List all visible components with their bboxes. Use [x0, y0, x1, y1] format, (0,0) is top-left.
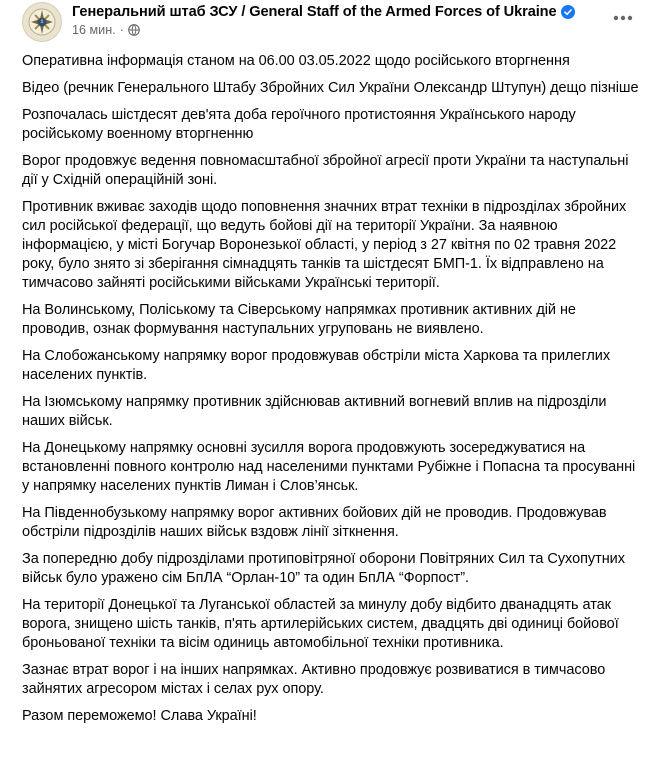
post-meta — [72, 23, 575, 37]
post-paragraph: За попередню добу підрозділами протиповітряної оборони Повітряних Сил та Сухопутних військ було уражено сім БпЛА “Орлан-10” та один БпЛА “Форпост”. — [22, 551, 625, 586]
meta-separator: · — [119, 23, 124, 37]
post-paragraph: Відео (речник Генерального Штабу Збройних Сил України Олександр Штупун) дещо пізніше — [22, 80, 639, 96]
post-paragraph: Ворог продовжує ведення повномасштабної збройної агресії проти України та наступальні дії у Східній операційній зоні. — [22, 153, 629, 188]
post-paragraph: Зазнає втрат ворог і на інших напрямках. Активно продовжує розвиватися в тимчасово зайнятих агресором містах і селах рух опору. — [22, 662, 606, 697]
verified-badge-icon — [561, 5, 575, 19]
globe-icon[interactable] — [128, 24, 140, 36]
post-paragraph: Противник вживає заходів щодо поповнення значних втрат техніки в підрозділах збройних сил російської федерації, що ведуть бойові дії на території України. За наявною інформацією, у місті Богучар Воронезької області, у період з 27 квітня по 02 травня 2022 року, було знято зі зберігання сімнадцять танків та шістдесят БМП-1. Їх відправлено на тимчасово зайняті російськими військами Українські території. — [22, 199, 627, 291]
post-paragraph: На території Донецької та Луганської областей за минулу добу відбито дванадцять атак ворога, знищено шість танків, п'ять артилерійських систем, двадцять дві одиниці бойової броньованої техніки та вісім одиниць автомобільної техніки противника. — [22, 597, 619, 651]
more-options-icon[interactable] — [609, 8, 637, 28]
author-line — [72, 4, 575, 20]
post-paragraph: На Донецькому напрямку основні зусилля ворога продовжують зосереджуватися на встановленні повного контролю над населеними пунктами Рубіжне і Попасна та просуванні у напрямку населених пунктів Лиман і Слов’янськ. — [22, 440, 636, 494]
author-name-link[interactable]: Генеральний штаб ЗСУ / General Staff of the Armed Forces of Ukraine — [72, 4, 557, 20]
post-paragraph: Разом переможемо! Слава Україні! — [22, 708, 257, 724]
post-paragraph: На Ізюмському напрямку противник здійснював активний вогневий вплив на підрозділи наших військ. — [22, 394, 607, 429]
post-timestamp-link[interactable]: 16 мин. — [72, 23, 116, 37]
general-staff-emblem-icon[interactable] — [22, 2, 62, 42]
post-paragraph: На Волинському, Поліському та Сіверському напрямках противник активних дій не проводив, ознак формування наступальних угруповань не виявлено. — [22, 302, 576, 337]
post-body — [14, 52, 649, 726]
post-paragraph: Розпочалась шістдесят дев'ята доба героїчного протистояння Українського народу російському военному вторгненню — [22, 107, 576, 142]
post-paragraph: На Південнобузькому напрямку ворог активних бойових дій не проводив. Продовжував обстріли підрозділів наших військ вздовж лінії зіткнення. — [22, 505, 607, 540]
post-header — [14, 0, 649, 52]
author-block — [72, 4, 575, 37]
post-paragraph: Оперативна інформація станом на 06.00 03.05.2022 щодо російського вторгнення — [22, 53, 570, 69]
post-paragraph: На Слобожанському напрямку ворог продовжував обстріли міста Харкова та прилеглих населених пунктів. — [22, 348, 611, 383]
emblem-graphic — [27, 7, 57, 37]
